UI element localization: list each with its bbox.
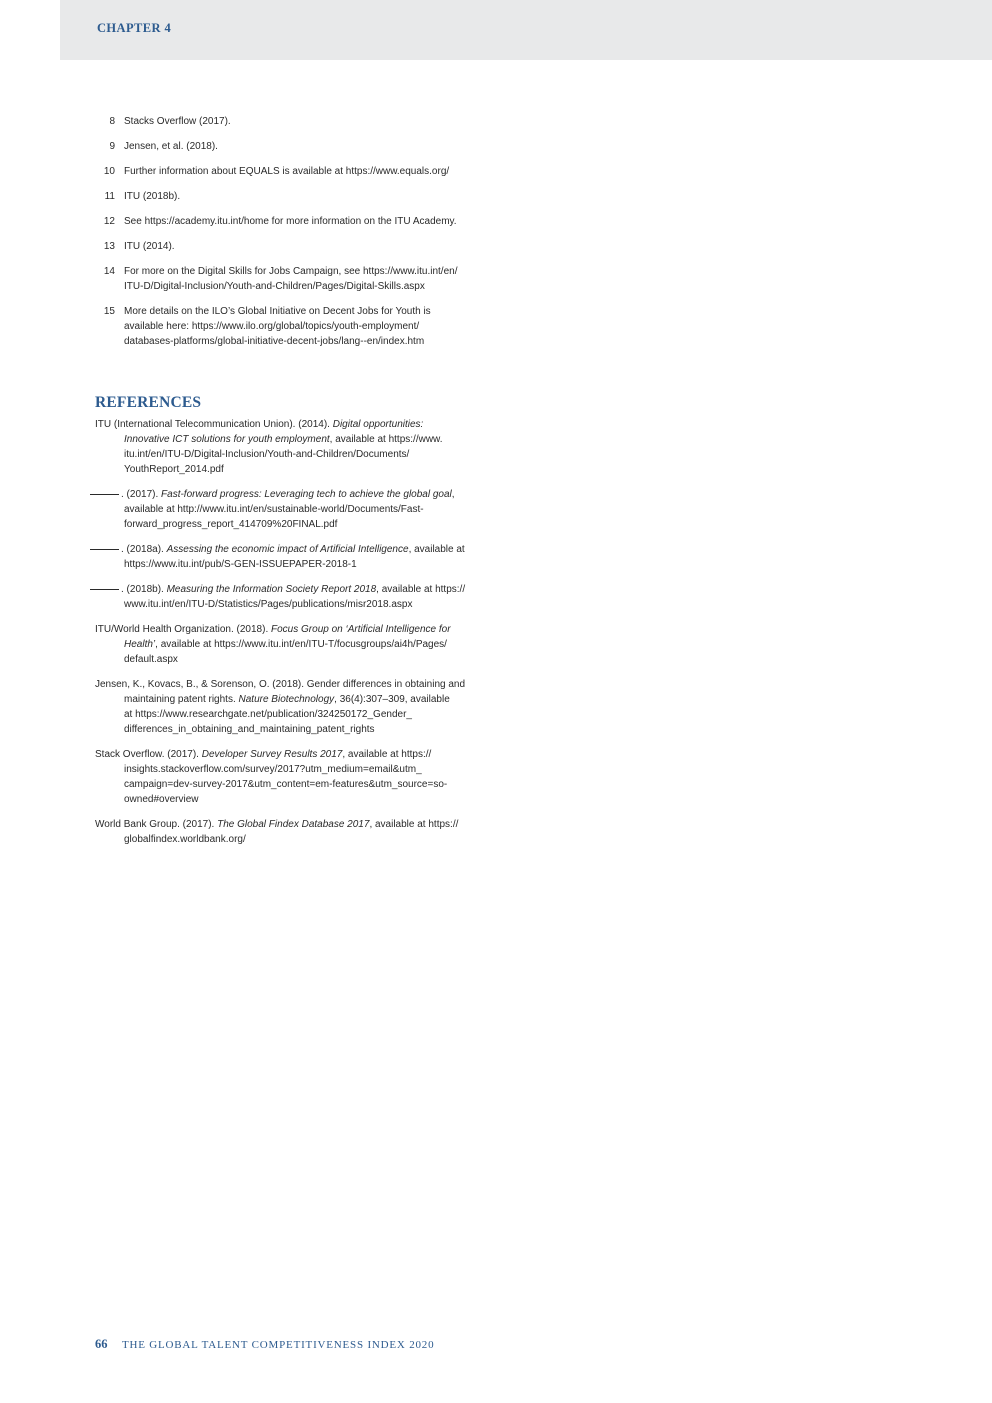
reference-text: owned#overview — [124, 794, 199, 805]
endnote-item — [90, 239, 490, 254]
endnote-text: ITU-D/Digital-Inclusion/Youth-and-Children/Pages/Digital-Skills.aspx — [124, 281, 425, 292]
reference-item — [90, 817, 490, 847]
page-number: 66 — [95, 1337, 108, 1351]
reference-item — [90, 487, 490, 532]
references-heading: REFERENCES — [95, 394, 202, 411]
endnote-text: For more on the Digital Skills for Jobs Campaign, see https://www.itu.int/en/ — [124, 266, 458, 277]
endnote-number: 15 — [103, 306, 115, 317]
reference-text: https://www.itu.int/pub/S-GEN-ISSUEPAPER-2018-1 — [124, 559, 357, 570]
reference-item — [90, 677, 490, 737]
endnote-text: available here: https://www.ilo.org/global/topics/youth-employment/ — [124, 321, 420, 332]
reference-item — [90, 582, 490, 612]
reference-text: Jensen, K., Kovacs, B., & Sorenson, O. (2018). Gender differences in obtaining and — [95, 679, 466, 690]
references-list — [90, 417, 490, 857]
chapter-label: CHAPTER 4 — [97, 21, 172, 35]
reference-text: , 36(4):307–309, available — [334, 694, 450, 705]
endnote-item — [90, 304, 490, 349]
reference-item — [90, 747, 490, 807]
endnote-item — [90, 264, 490, 294]
endnote-number: 10 — [103, 166, 115, 177]
reference-text: , available at — [408, 544, 465, 555]
reference-text: , available at https:// — [369, 819, 459, 830]
reference-text: . (2018b). — [121, 584, 167, 595]
endnote-number: 12 — [103, 216, 115, 227]
endnote-text: Stacks Overflow (2017). — [124, 116, 231, 127]
reference-title: Fast-forward progress: Leveraging tech to achieve the global goal — [161, 489, 452, 500]
reference-title: Developer Survey Results 2017 — [201, 749, 343, 760]
ditto-dash — [90, 589, 119, 590]
endnote-number: 14 — [103, 266, 115, 277]
publication-title: THE GLOBAL TALENT COMPETITIVENESS INDEX 2020 — [121, 1339, 435, 1351]
reference-title: The Global Findex Database 2017 — [217, 819, 370, 830]
reference-text: . (2017). — [121, 489, 162, 500]
reference-text: maintaining patent rights. — [124, 694, 239, 705]
reference-item — [90, 417, 490, 477]
reference-text: forward_progress_report_414709%20FINAL.pdf — [124, 519, 338, 530]
ditto-dash — [90, 494, 119, 495]
endnote-number: 11 — [104, 191, 115, 202]
endnote-text: Further information about EQUALS is available at https://www.equals.org/ — [124, 166, 450, 177]
reference-text: ITU/World Health Organization. (2018). — [95, 624, 272, 635]
reference-text: YouthReport_2014.pdf — [124, 464, 224, 475]
endnote-item — [90, 214, 490, 229]
reference-text: ITU (International Telecommunication Union). (2014). — [95, 419, 333, 430]
reference-text: differences_in_obtaining_and_maintaining_patent_rights — [124, 724, 375, 735]
ditto-dash — [90, 549, 119, 550]
reference-text: , available at https://www.itu.int/en/ITU-T/focusgroups/ai4h/Pages/ — [155, 639, 447, 650]
reference-title: Measuring the Information Society Report 2018 — [166, 584, 377, 595]
endnote-text: ITU (2014). — [124, 241, 175, 252]
reference-text: campaign=dev-survey-2017&utm_content=em-features&utm_source=so- — [124, 779, 448, 790]
reference-text: World Bank Group. (2017). — [95, 819, 218, 830]
reference-text: . (2018a). — [121, 544, 167, 555]
endnote-number: 9 — [109, 141, 115, 152]
reference-title: Nature Biotechnology — [238, 694, 335, 705]
reference-text: available at http://www.itu.int/en/sustainable-world/Documents/Fast- — [124, 504, 424, 515]
reference-text: at https://www.researchgate.net/publication/324250172_Gender_ — [124, 709, 412, 720]
reference-title: Innovative ICT solutions for youth employment — [124, 434, 330, 445]
endnote-text: databases-platforms/global-initiative-decent-jobs/lang--en/index.htm — [124, 336, 425, 347]
endnote-item — [90, 189, 490, 204]
reference-text: Stack Overflow. (2017). — [95, 749, 202, 760]
reference-text: insights.stackoverflow.com/survey/2017?utm_medium=email&utm_ — [124, 764, 422, 775]
endnote-text: See https://academy.itu.int/home for more information on the ITU Academy. — [124, 216, 457, 227]
reference-text: default.aspx — [124, 654, 178, 665]
reference-title: Assessing the economic impact of Artificial Intelligence — [166, 544, 409, 555]
reference-title: Focus Group on ‘Artificial Intelligence for — [271, 624, 451, 635]
page-footer — [95, 1335, 434, 1353]
endnote-number: 8 — [109, 116, 115, 127]
reference-text: globalfindex.worldbank.org/ — [124, 834, 246, 845]
reference-text: , available at https:// — [342, 749, 432, 760]
endnote-text: ITU (2018b). — [124, 191, 181, 202]
endnote-item — [90, 114, 490, 129]
reference-item — [90, 622, 490, 667]
endnotes-list — [90, 114, 490, 359]
endnote-item — [90, 164, 490, 179]
reference-item — [90, 542, 490, 572]
reference-title: Health’ — [124, 639, 156, 650]
endnote-number: 13 — [103, 241, 115, 252]
endnote-text: More details on the ILO’s Global Initiative on Decent Jobs for Youth is — [124, 306, 431, 317]
reference-text: www.itu.int/en/ITU-D/Statistics/Pages/publications/misr2018.aspx — [124, 599, 413, 610]
endnote-text: Jensen, et al. (2018). — [124, 141, 218, 152]
reference-text: , — [451, 489, 455, 500]
reference-text: itu.int/en/ITU-D/Digital-Inclusion/Youth-and-Children/Documents/ — [124, 449, 410, 460]
chapter-header-band — [60, 0, 992, 60]
reference-text: , available at https://www. — [329, 434, 443, 445]
reference-title: Digital opportunities: — [332, 419, 424, 430]
endnote-item — [90, 139, 490, 154]
reference-text: , available at https:// — [376, 584, 466, 595]
